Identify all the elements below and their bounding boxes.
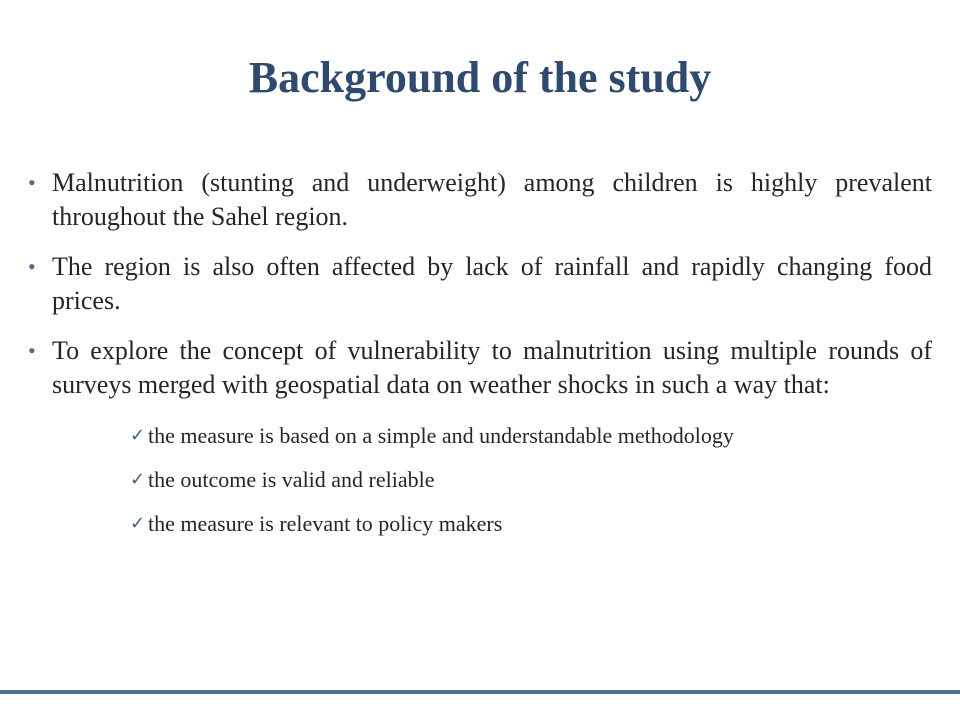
bullet-item-rainfall xyxy=(28,250,932,318)
bullet-item-malnutrition xyxy=(28,166,932,234)
criteria-text: the outcome is valid and reliable xyxy=(148,467,435,492)
bullet-list xyxy=(28,166,932,554)
criteria-text: the measure is based on a simple and understandable methodology xyxy=(148,423,734,448)
criteria-item xyxy=(130,422,932,450)
checkmark-icon: ✓ xyxy=(130,513,146,534)
bullet-text: Malnutrition (stunting and underweight) among children is highly prevalent throughout the Sahel region. xyxy=(52,168,932,231)
criteria-item xyxy=(130,510,932,538)
bullet-dot-icon: • xyxy=(28,170,36,195)
criteria-text: the measure is relevant to policy makers xyxy=(148,511,503,536)
checkmark-icon: ✓ xyxy=(130,469,146,490)
criteria-item xyxy=(130,466,932,494)
criteria-list xyxy=(52,422,932,538)
bullet-dot-icon: • xyxy=(28,338,36,363)
bullet-text: To explore the concept of vulnerability to malnutrition using multiple rounds of surveys merged with geospatial data on weather shocks in such a way that: xyxy=(52,336,932,399)
slide-title: Background of the study xyxy=(248,53,712,102)
bottom-divider xyxy=(0,690,960,694)
bullet-text: The region is also often affected by lack of rainfall and rapidly changing food prices. xyxy=(52,252,932,315)
bullet-item-objective xyxy=(28,334,932,538)
checkmark-icon: ✓ xyxy=(130,425,146,446)
bullet-dot-icon: • xyxy=(28,254,36,279)
